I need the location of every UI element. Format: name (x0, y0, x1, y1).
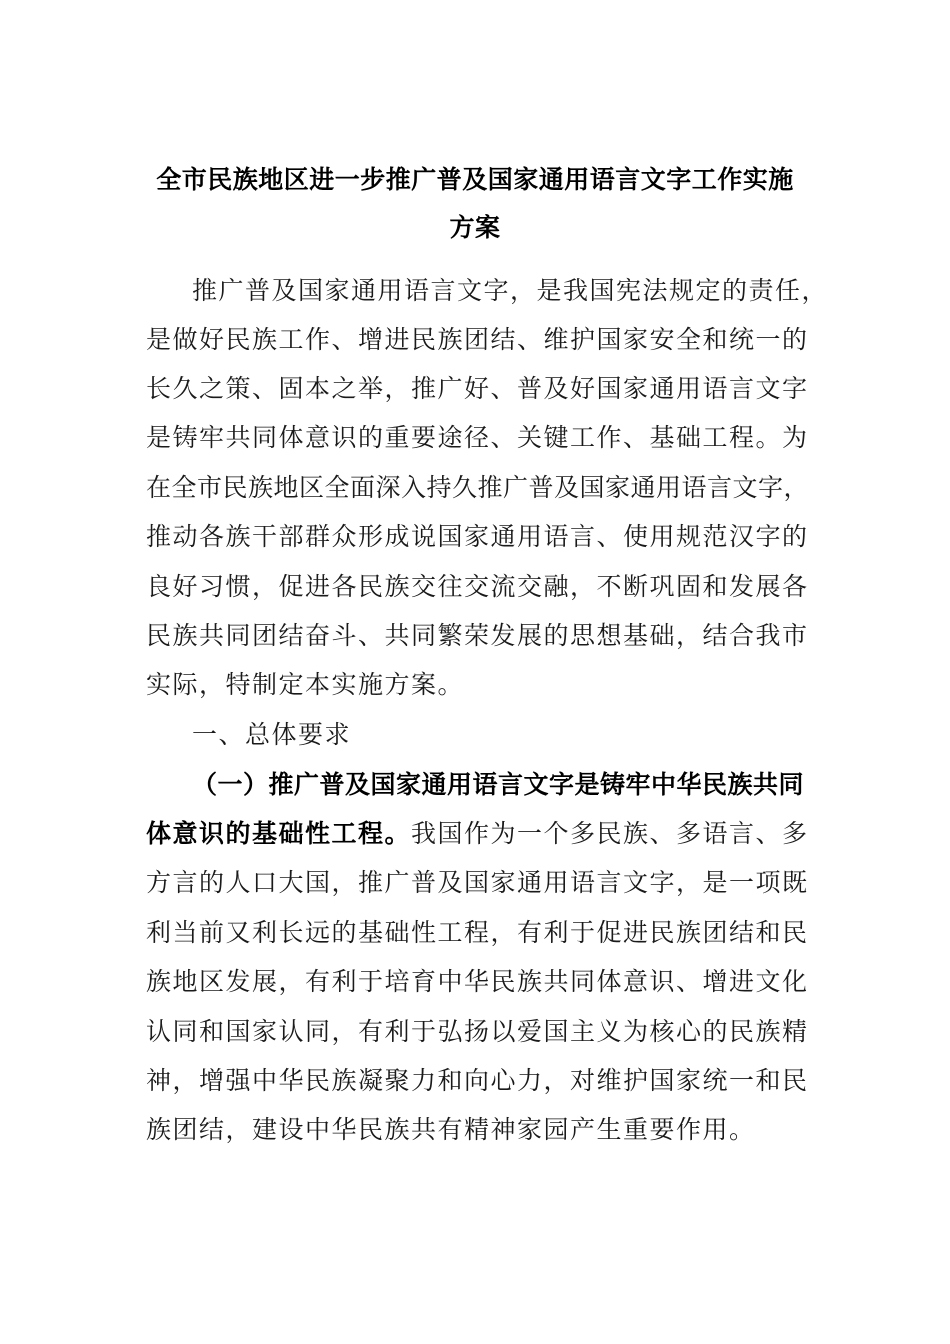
intro-paragraph-line: 长久之策、固本之举，推广好、普及好国家通用语言文字 (146, 374, 809, 403)
subsection-paragraph-line: 族团结，建设中华民族共有精神家园产生重要作用。 (146, 1115, 756, 1144)
subsection-paragraph-line: 利当前又利长远的基础性工程，有利于促进民族团结和民 (146, 918, 809, 947)
intro-paragraph-line: 良好习惯，促进各民族交往交流交融，不断巩固和发展各 (146, 572, 809, 601)
intro-paragraph-line: 是铸牢共同体意识的重要途径、关键工作、基础工程。为 (146, 423, 809, 452)
subsection-heading-line-1: （一）推广普及国家通用语言文字是铸牢中华民族共同 (192, 770, 805, 799)
document-title-line-2: 方案 (449, 213, 501, 242)
document-title-line-1: 全市民族地区进一步推广普及国家通用语言文字工作实施 (156, 165, 794, 194)
intro-paragraph-line: 在全市民族地区全面深入持久推广普及国家通用语言文字， (146, 473, 810, 502)
subsection-paragraph-line: 认同和国家认同，有利于弘扬以爱国主义为核心的民族精 (146, 1017, 809, 1046)
subsection-line-2 (146, 818, 809, 850)
intro-paragraph-line: 推动各族干部群众形成说国家通用语言、使用规范汉字的 (146, 522, 809, 551)
subsection-paragraph-line: 族地区发展，有利于培育中华民族共同体意识、增进文化 (146, 967, 809, 996)
intro-paragraph-line: 实际，特制定本实施方案。 (146, 670, 465, 699)
intro-paragraph-line: 民族共同团结奋斗、共同繁荣发展的思想基础，结合我市 (146, 621, 809, 650)
intro-paragraph-line: 是做好民族工作、增进民族团结、维护国家安全和统一的 (146, 325, 809, 354)
subsection-heading-line-2: 体意识的基础性工程。 (146, 819, 412, 848)
section-heading: 一、总体要求 (192, 720, 352, 749)
intro-paragraph-line: 推广普及国家通用语言文字，是我国宪法规定的责任， (192, 276, 829, 305)
subsection-paragraph-line: 神，增强中华民族凝聚力和向心力，对维护国家统一和民 (146, 1066, 809, 1095)
subsection-paragraph-line: 方言的人口大国，推广普及国家通用语言文字，是一项既 (146, 868, 809, 897)
subsection-text: 我国作为一个多民族、多语言、多 (411, 819, 809, 848)
